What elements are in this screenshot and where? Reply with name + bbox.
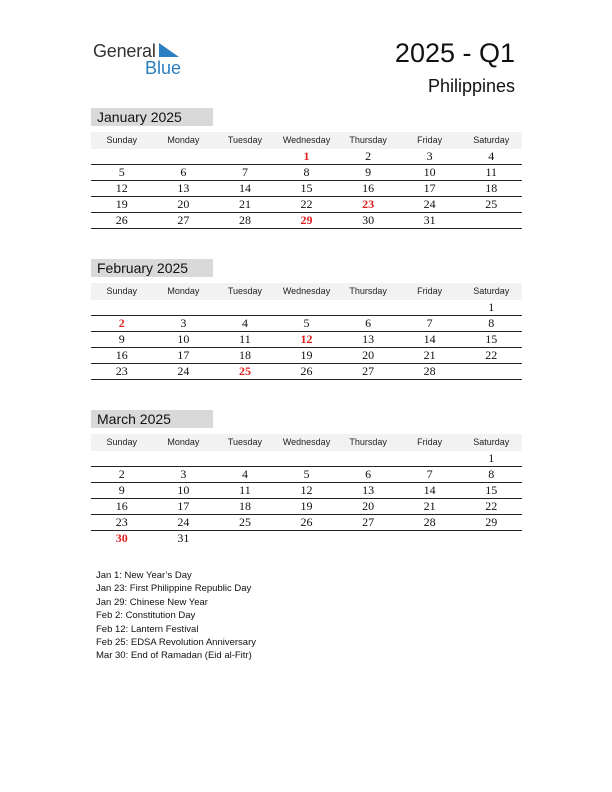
day-cell: 9: [118, 483, 125, 497]
logo-text-general: General: [93, 41, 156, 61]
week-row: [91, 499, 522, 515]
day-cell: 21: [423, 348, 436, 362]
day-cell: [399, 300, 461, 315]
day-cell: 16: [362, 181, 375, 195]
week-row: [91, 531, 522, 546]
holiday-note: Jan 23: First Philippine Republic Day: [96, 583, 252, 595]
holiday-note: Feb 12: Lantern Festival: [96, 623, 199, 635]
day-cell: 20: [177, 197, 190, 211]
day-cell: [337, 451, 399, 466]
day-cell: [460, 213, 522, 228]
day-cell: 26: [115, 213, 128, 227]
day-cell: 24: [423, 197, 436, 211]
day-cell: 6: [180, 165, 187, 179]
day-cell: 8: [488, 467, 495, 481]
day-cell: 2: [365, 149, 372, 163]
day-cell: [460, 364, 522, 379]
day-cell: 4: [241, 316, 248, 330]
day-cell: 20: [362, 499, 375, 513]
day-cell: [214, 531, 276, 546]
day-cell: [399, 451, 461, 466]
day-cell: [276, 531, 338, 546]
weekday-label: Thursday: [349, 437, 387, 447]
day-cell: 10: [423, 165, 436, 179]
day-cell: 28: [423, 515, 436, 529]
day-cell: 27: [177, 213, 190, 227]
day-cell: 1: [303, 149, 310, 163]
holiday-note: Mar 30: End of Ramadan (Eid al-Fitr): [96, 650, 252, 662]
day-cell: [153, 451, 215, 466]
day-cell: 18: [238, 499, 251, 513]
day-cell: 19: [300, 499, 313, 513]
day-cell: [91, 300, 153, 315]
day-cell: 27: [362, 364, 375, 378]
day-cell: 22: [485, 348, 498, 362]
day-cell: 5: [303, 467, 310, 481]
day-cell: [460, 531, 522, 546]
month-block: [91, 259, 522, 380]
weekday-label: Friday: [417, 135, 443, 145]
day-cell: 17: [177, 348, 190, 362]
page-title: 2025 - Q1: [394, 38, 515, 68]
day-cell: 7: [426, 316, 433, 330]
day-cell: 28: [238, 213, 251, 227]
day-cell: 2: [118, 316, 125, 330]
day-cell: 24: [177, 364, 190, 378]
week-row: [91, 348, 522, 364]
day-cell: 7: [426, 467, 433, 481]
day-cell: 19: [300, 348, 313, 362]
day-cell: [276, 300, 338, 315]
day-cell: 15: [485, 332, 498, 346]
week-row: [91, 165, 522, 181]
day-cell: 18: [238, 348, 251, 362]
day-cell: 24: [177, 515, 190, 529]
day-cell: 16: [115, 348, 128, 362]
weekday-label: Sunday: [106, 437, 138, 447]
day-cell: 23: [115, 364, 128, 378]
day-cell: [337, 531, 399, 546]
week-row: [91, 332, 522, 348]
week-row: [91, 149, 522, 165]
day-cell: 9: [365, 165, 372, 179]
day-cell: 23: [362, 197, 375, 211]
country-name: Philippines: [427, 76, 515, 96]
day-cell: [153, 300, 215, 315]
weekday-label: Tuesday: [227, 135, 263, 145]
day-cell: 8: [303, 165, 310, 179]
week-row: [91, 483, 522, 499]
day-cell: 25: [238, 364, 251, 378]
month-block: [91, 108, 522, 229]
holiday-note: Jan 29: Chinese New Year: [96, 596, 208, 608]
day-cell: 30: [115, 531, 128, 545]
day-cell: 9: [118, 332, 125, 346]
weekday-label: Wednesday: [282, 286, 331, 296]
day-cell: 14: [423, 483, 436, 497]
brand-logo: [93, 41, 193, 81]
holiday-notes: [96, 569, 256, 663]
day-cell: 17: [423, 181, 436, 195]
day-cell: [399, 531, 461, 546]
weekday-label: Sunday: [106, 286, 138, 296]
weekday-label: Wednesday: [282, 135, 331, 145]
day-cell: 26: [300, 364, 313, 378]
day-cell: 2: [118, 467, 125, 481]
weekday-header: [91, 132, 522, 149]
day-cell: 10: [177, 332, 190, 346]
day-cell: 13: [362, 483, 375, 497]
day-cell: 11: [239, 332, 251, 346]
day-cell: 25: [485, 197, 498, 211]
day-cell: 1: [488, 451, 495, 465]
month-block: [91, 410, 522, 546]
logo-triangle-icon: [159, 43, 181, 59]
weekday-label: Saturday: [473, 437, 510, 447]
day-cell: 5: [118, 165, 125, 179]
weekday-label: Saturday: [473, 286, 510, 296]
day-cell: 11: [239, 483, 251, 497]
day-cell: [276, 451, 338, 466]
day-cell: 3: [426, 149, 433, 163]
day-cell: 18: [485, 181, 498, 195]
week-row: [91, 451, 522, 467]
day-cell: 27: [362, 515, 375, 529]
weekday-label: Sunday: [106, 135, 138, 145]
holiday-note: Feb 25: EDSA Revolution Anniversary: [96, 637, 257, 649]
day-cell: 3: [180, 467, 187, 481]
month-label: January 2025: [91, 108, 213, 126]
weekday-label: Thursday: [349, 135, 387, 145]
day-cell: 28: [423, 364, 436, 378]
day-cell: 17: [177, 499, 190, 513]
day-cell: 19: [115, 197, 128, 211]
day-cell: 15: [485, 483, 498, 497]
day-cell: [214, 451, 276, 466]
weekday-label: Monday: [167, 437, 200, 447]
day-cell: 30: [362, 213, 375, 227]
day-cell: [91, 149, 153, 164]
weekday-label: Friday: [417, 286, 443, 296]
weekday-label: Monday: [167, 135, 200, 145]
logo-text-blue: Blue: [145, 58, 182, 78]
week-row: [91, 467, 522, 483]
week-row: [91, 181, 522, 197]
day-cell: 1: [488, 300, 495, 314]
day-cell: 21: [423, 499, 436, 513]
day-cell: 12: [115, 181, 128, 195]
day-cell: 29: [485, 515, 498, 529]
day-cell: 22: [300, 197, 313, 211]
weekday-label: Wednesday: [282, 437, 331, 447]
day-cell: 21: [238, 197, 251, 211]
month-label: March 2025: [91, 410, 213, 428]
day-cell: 6: [365, 467, 372, 481]
day-cell: 31: [423, 213, 436, 227]
day-cell: [214, 149, 276, 164]
day-cell: 4: [488, 149, 495, 163]
week-row: [91, 213, 522, 229]
weekday-label: Monday: [167, 286, 200, 296]
day-cell: [337, 300, 399, 315]
day-cell: 3: [180, 316, 187, 330]
day-cell: 5: [303, 316, 310, 330]
day-cell: [91, 451, 153, 466]
day-cell: 13: [362, 332, 375, 346]
weekday-label: Thursday: [349, 286, 387, 296]
day-cell: 14: [238, 181, 251, 195]
day-cell: 22: [485, 499, 498, 513]
day-cell: 20: [362, 348, 375, 362]
week-row: [91, 515, 522, 531]
weekday-label: Saturday: [473, 135, 510, 145]
day-cell: 15: [300, 181, 313, 195]
day-cell: 29: [300, 213, 313, 227]
day-cell: 16: [115, 499, 128, 513]
weekday-label: Tuesday: [227, 437, 263, 447]
day-cell: [153, 149, 215, 164]
day-cell: 8: [488, 316, 495, 330]
day-cell: 11: [485, 165, 498, 179]
day-cell: 10: [177, 483, 190, 497]
day-cell: 25: [238, 515, 251, 529]
day-cell: 7: [241, 165, 248, 179]
day-cell: 13: [177, 181, 190, 195]
weekday-label: Friday: [417, 437, 443, 447]
day-cell: 23: [115, 515, 128, 529]
month-label: February 2025: [91, 259, 213, 277]
holiday-note: Feb 2: Constitution Day: [96, 610, 196, 622]
weekday-label: Tuesday: [227, 286, 263, 296]
day-cell: 31: [177, 531, 190, 545]
day-cell: [214, 300, 276, 315]
weekday-header: [91, 283, 522, 300]
day-cell: 12: [300, 483, 313, 497]
holiday-note: Jan 1: New Year’s Day: [96, 570, 192, 581]
week-row: [91, 364, 522, 380]
week-row: [91, 197, 522, 213]
day-cell: 14: [423, 332, 436, 346]
day-cell: 26: [300, 515, 313, 529]
week-row: [91, 300, 522, 316]
weekday-header: [91, 434, 522, 451]
day-cell: 12: [300, 332, 313, 346]
day-cell: 4: [241, 467, 248, 481]
day-cell: 6: [365, 316, 372, 330]
week-row: [91, 316, 522, 332]
